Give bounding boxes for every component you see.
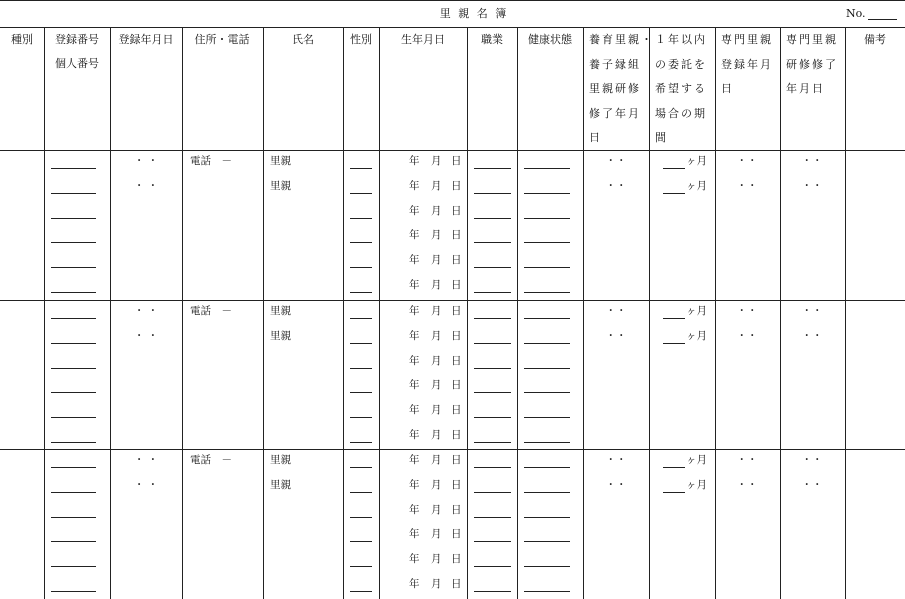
health-blank <box>524 343 570 344</box>
entrustment-months-blank <box>663 193 685 194</box>
birth-month-label: 月 <box>431 454 442 466</box>
header-sex: 性別 <box>350 33 372 46</box>
birth-year-label: 年 <box>409 478 420 491</box>
entrustment-months-label: ヶ月 <box>686 478 707 491</box>
entrustment-months-blank <box>663 168 685 169</box>
health-blank <box>524 267 570 268</box>
header-training-completion-line: 養育里親・ <box>589 33 654 46</box>
birth-year-label: 年 <box>409 528 420 541</box>
registration-number-blank <box>51 292 96 293</box>
entrustment-months-blank <box>663 492 685 493</box>
health-blank <box>524 168 570 169</box>
specialist-training-dots: ・・ <box>801 155 823 167</box>
column-line <box>517 27 518 599</box>
header-remarks: 備考 <box>864 33 886 46</box>
occupation-blank <box>474 218 511 219</box>
header-registration-number: 登録番号 <box>55 33 99 46</box>
birth-year-label: 年 <box>409 179 420 192</box>
health-blank <box>524 517 570 518</box>
header-specialist-training-line: 年月日 <box>786 82 825 95</box>
birth-day-label: 日 <box>451 279 462 291</box>
health-blank <box>524 368 570 369</box>
foster-parent-label: 里親 <box>270 329 291 342</box>
health-blank <box>524 442 570 443</box>
sex-blank <box>350 168 372 169</box>
occupation-blank <box>474 168 511 169</box>
entrustment-months-blank <box>663 343 685 344</box>
birth-month-label: 月 <box>431 204 442 217</box>
health-blank <box>524 541 570 542</box>
sex-blank <box>350 541 372 542</box>
occupation-blank <box>474 442 511 443</box>
entrustment-months-label: ヶ月 <box>686 179 707 192</box>
birth-day-label: 日 <box>451 553 462 566</box>
birth-year-label: 年 <box>409 454 420 466</box>
health-blank <box>524 417 570 418</box>
registration-number-blank <box>51 318 96 319</box>
birth-year-label: 年 <box>409 305 420 317</box>
header-registration-date: 登録年月日 <box>118 33 174 46</box>
registration-number-blank <box>51 442 96 443</box>
column-line <box>715 27 716 599</box>
sex-blank <box>350 343 372 344</box>
birth-month-label: 月 <box>431 404 442 417</box>
header-training-completion-line: 里親研修 <box>589 82 641 95</box>
registration-date-dots: ・ ・ <box>133 155 159 167</box>
column-line <box>182 27 183 599</box>
training-date-dots: ・・ <box>605 305 627 317</box>
column-line <box>583 27 584 599</box>
occupation-blank <box>474 467 511 468</box>
sex-blank <box>350 417 372 418</box>
phone-label: 電話 － <box>190 155 232 167</box>
entrustment-months-label: ヶ月 <box>686 454 707 466</box>
occupation-blank <box>474 517 511 518</box>
specialist-registration-dots: ・・ <box>736 155 758 167</box>
occupation-blank <box>474 492 511 493</box>
birth-month-label: 月 <box>431 503 442 516</box>
birth-day-label: 日 <box>451 254 462 267</box>
header-occupation: 職業 <box>481 33 503 46</box>
birth-year-label: 年 <box>409 204 420 217</box>
sex-blank <box>350 492 372 493</box>
sex-blank <box>350 591 372 592</box>
registration-number-blank <box>51 343 96 344</box>
birth-month-label: 月 <box>431 578 442 590</box>
registration-number-blank <box>51 467 96 468</box>
registration-number-blank <box>51 492 96 493</box>
sex-blank <box>350 318 372 319</box>
header-specialist-registration-line: 専門里親 <box>721 33 773 46</box>
sex-blank <box>350 292 372 293</box>
title-divider <box>0 27 905 28</box>
specialist-registration-dots: ・・ <box>736 179 758 192</box>
birth-day-label: 日 <box>451 454 462 466</box>
registration-date-dots: ・ ・ <box>133 478 159 491</box>
phone-label: 電話 － <box>190 454 232 466</box>
birth-year-label: 年 <box>409 429 420 441</box>
health-blank <box>524 218 570 219</box>
column-line <box>44 27 45 599</box>
registration-number-blank <box>51 218 96 219</box>
birth-day-label: 日 <box>451 404 462 417</box>
header-entrustment-period-line: 場合の期 <box>655 106 707 120</box>
sex-blank <box>350 193 372 194</box>
birth-year-label: 年 <box>409 254 420 267</box>
sex-blank <box>350 442 372 443</box>
occupation-blank <box>474 318 511 319</box>
header-entrustment-period-line: １年以内 <box>655 33 707 46</box>
birth-month-label: 月 <box>431 379 442 392</box>
registration-number-blank <box>51 392 96 393</box>
sex-blank <box>350 392 372 393</box>
header-training-completion-line: 修了年月 <box>589 106 641 120</box>
entrustment-months-blank <box>663 318 685 319</box>
birth-year-label: 年 <box>409 404 420 417</box>
birth-year-label: 年 <box>409 379 420 392</box>
training-date-dots: ・・ <box>605 454 627 466</box>
birth-month-label: 月 <box>431 155 442 167</box>
birth-month-label: 月 <box>431 305 442 317</box>
sex-blank <box>350 467 372 468</box>
birth-day-label: 日 <box>451 478 462 491</box>
birth-day-label: 日 <box>451 229 462 242</box>
occupation-blank <box>474 242 511 243</box>
foster-parent-label: 里親 <box>270 454 291 466</box>
registration-date-dots: ・ ・ <box>133 329 159 342</box>
top-border <box>0 0 905 1</box>
birth-day-label: 日 <box>451 305 462 317</box>
registration-number-blank <box>51 242 96 243</box>
birth-year-label: 年 <box>409 578 420 590</box>
occupation-blank <box>474 267 511 268</box>
specialist-training-dots: ・・ <box>801 329 823 342</box>
birth-year-label: 年 <box>409 229 420 242</box>
header-specialist-registration-line: 登録年月 <box>721 57 773 71</box>
occupation-blank <box>474 591 511 592</box>
health-blank <box>524 193 570 194</box>
occupation-blank <box>474 193 511 194</box>
header-training-completion-line: 養子縁組 <box>589 57 641 71</box>
occupation-blank <box>474 566 511 567</box>
column-line <box>263 27 264 599</box>
header-entrustment-period-line: 間 <box>655 131 668 144</box>
specialist-training-dots: ・・ <box>801 478 823 491</box>
birth-month-label: 月 <box>431 429 442 441</box>
birth-month-label: 月 <box>431 553 442 566</box>
training-date-dots: ・・ <box>605 329 627 342</box>
phone-label: 電話 － <box>190 305 232 317</box>
header-entrustment-period-line: 希望する <box>655 82 707 95</box>
header-entrustment-period-line: の委託を <box>655 57 707 71</box>
header-training-completion-line: 日 <box>589 131 602 144</box>
foster-parent-label: 里親 <box>270 179 291 192</box>
foster-parent-label: 里親 <box>270 478 291 491</box>
birth-day-label: 日 <box>451 379 462 392</box>
registration-number-blank <box>51 541 96 542</box>
birth-year-label: 年 <box>409 354 420 367</box>
header-specialist-registration-line: 日 <box>721 82 734 95</box>
occupation-blank <box>474 292 511 293</box>
birth-year-label: 年 <box>409 553 420 566</box>
specialist-training-dots: ・・ <box>801 179 823 192</box>
registration-number-blank <box>51 168 96 169</box>
birth-year-label: 年 <box>409 503 420 516</box>
occupation-blank <box>474 368 511 369</box>
birth-month-label: 月 <box>431 254 442 267</box>
specialist-registration-dots: ・・ <box>736 478 758 491</box>
registration-date-dots: ・ ・ <box>133 179 159 192</box>
sex-blank <box>350 368 372 369</box>
column-line <box>379 27 380 599</box>
registration-number-blank <box>51 267 96 268</box>
registration-date-dots: ・ ・ <box>133 454 159 466</box>
birth-month-label: 月 <box>431 179 442 192</box>
sex-blank <box>350 566 372 567</box>
health-blank <box>524 318 570 319</box>
birth-day-label: 日 <box>451 179 462 192</box>
specialist-registration-dots: ・・ <box>736 329 758 342</box>
registration-number-blank <box>51 566 96 567</box>
registration-number-blank <box>51 517 96 518</box>
registration-number-blank <box>51 193 96 194</box>
header-kind: 種別 <box>11 33 33 46</box>
birth-month-label: 月 <box>431 528 442 541</box>
header-divider <box>0 150 905 151</box>
specialist-training-dots: ・・ <box>801 305 823 317</box>
group-divider <box>0 449 905 450</box>
registration-number-blank <box>51 368 96 369</box>
entrustment-months-blank <box>663 467 685 468</box>
header-specialist-training-line: 研修修了 <box>786 57 838 71</box>
column-line <box>467 27 468 599</box>
health-blank <box>524 492 570 493</box>
birth-month-label: 月 <box>431 229 442 242</box>
occupation-blank <box>474 392 511 393</box>
training-date-dots: ・・ <box>605 155 627 167</box>
registration-number-blank <box>51 417 96 418</box>
column-line <box>780 27 781 599</box>
birth-month-label: 月 <box>431 329 442 342</box>
health-blank <box>524 242 570 243</box>
birth-day-label: 日 <box>451 155 462 167</box>
occupation-blank <box>474 417 511 418</box>
foster-parent-label: 里親 <box>270 305 291 317</box>
health-blank <box>524 591 570 592</box>
birth-day-label: 日 <box>451 528 462 541</box>
group-divider <box>0 300 905 301</box>
birth-year-label: 年 <box>409 155 420 167</box>
health-blank <box>524 292 570 293</box>
health-blank <box>524 392 570 393</box>
birth-day-label: 日 <box>451 503 462 516</box>
column-line <box>845 27 846 599</box>
birth-day-label: 日 <box>451 429 462 441</box>
doc-number-blank <box>868 19 897 20</box>
sex-blank <box>350 267 372 268</box>
header-birth-date: 生年月日 <box>401 33 445 46</box>
specialist-training-dots: ・・ <box>801 454 823 466</box>
sex-blank <box>350 242 372 243</box>
birth-day-label: 日 <box>451 204 462 217</box>
entrustment-months-label: ヶ月 <box>686 155 707 167</box>
occupation-blank <box>474 541 511 542</box>
sex-blank <box>350 218 372 219</box>
health-blank <box>524 467 570 468</box>
header-name: 氏名 <box>292 33 314 46</box>
occupation-blank <box>474 343 511 344</box>
column-line <box>343 27 344 599</box>
header-personal-number: 個人番号 <box>55 57 99 70</box>
health-blank <box>524 566 570 567</box>
column-line <box>649 27 650 599</box>
birth-month-label: 月 <box>431 354 442 367</box>
header-specialist-training-line: 専門里親 <box>786 33 838 46</box>
entrustment-months-label: ヶ月 <box>686 305 707 317</box>
entrustment-months-label: ヶ月 <box>686 329 707 342</box>
birth-day-label: 日 <box>451 354 462 367</box>
specialist-registration-dots: ・・ <box>736 305 758 317</box>
training-date-dots: ・・ <box>605 478 627 491</box>
registration-date-dots: ・ ・ <box>133 305 159 317</box>
doc-number-label: No. <box>846 7 866 20</box>
training-date-dots: ・・ <box>605 179 627 192</box>
register-title: 里 親 名 簿 <box>439 7 509 20</box>
birth-month-label: 月 <box>431 279 442 291</box>
birth-year-label: 年 <box>409 329 420 342</box>
header-health: 健康状態 <box>528 33 572 46</box>
sex-blank <box>350 517 372 518</box>
foster-parent-label: 里親 <box>270 155 291 167</box>
birth-year-label: 年 <box>409 279 420 291</box>
header-address-phone: 住所・電話 <box>194 33 250 46</box>
column-line <box>110 27 111 599</box>
birth-day-label: 日 <box>451 329 462 342</box>
birth-day-label: 日 <box>451 578 462 590</box>
specialist-registration-dots: ・・ <box>736 454 758 466</box>
birth-month-label: 月 <box>431 478 442 491</box>
registration-number-blank <box>51 591 96 592</box>
